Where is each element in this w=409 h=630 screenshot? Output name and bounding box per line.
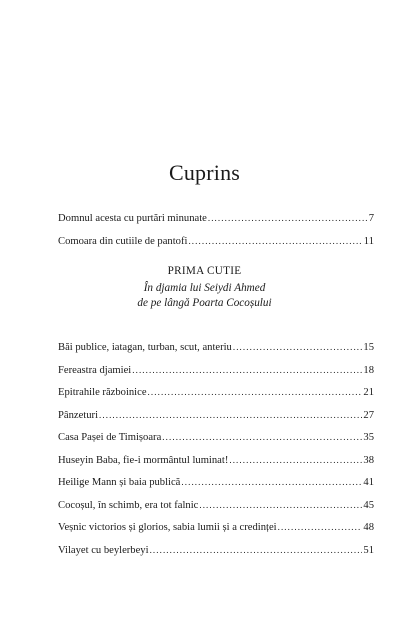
toc-entry-title: Huseyin Baba, fie-i mormântul luminat!: [58, 454, 229, 466]
dot-leader: [233, 342, 363, 352]
toc-entry[interactable]: [58, 432, 374, 455]
toc-entry[interactable]: [58, 365, 374, 388]
toc-entry[interactable]: [58, 387, 374, 410]
dot-leader: [229, 455, 362, 465]
section-subtitle-line-2: de pe lângă Poarta Cocoșului: [137, 296, 272, 309]
toc-page-number: 35: [363, 432, 374, 443]
toc-entry-title: Fereastra djamiei: [58, 364, 132, 376]
toc-entry-title: Vilayet cu beylerbeyi: [58, 544, 149, 556]
dot-leader: [162, 432, 362, 442]
toc-front-matter: [58, 213, 374, 258]
dot-leader: [188, 236, 362, 246]
dot-leader: [181, 477, 362, 487]
toc-entry-title: Cocoșul, în schimb, era tot falnic: [58, 499, 199, 511]
toc-page-number: 11: [363, 235, 374, 247]
dot-leader: [132, 365, 362, 375]
toc-entry-title: Băi publice, iatagan, turban, scut, anteriu: [58, 342, 232, 353]
toc-page-number: 38: [363, 454, 374, 466]
dot-leader: [99, 410, 362, 420]
dot-leader: [199, 500, 362, 510]
toc-entry-title: Casa Pașei de Timișoara: [58, 432, 162, 443]
toc-entry[interactable]: [58, 342, 374, 365]
toc-page-number: 21: [363, 387, 374, 398]
page-title: Cuprins: [168, 160, 241, 185]
toc-entry[interactable]: [58, 522, 374, 545]
toc-page-number: 48: [363, 522, 374, 533]
toc-page-number: 7: [368, 213, 374, 224]
toc-entry[interactable]: [58, 545, 374, 568]
toc-section-entries: [58, 342, 374, 567]
toc-entry-title: Veșnic victorios și glorios, sabia lumii și a credinței: [58, 522, 277, 533]
toc-entry[interactable]: [58, 213, 374, 236]
dot-leader: [150, 545, 363, 555]
toc-page-number: 45: [363, 499, 374, 511]
section-subtitle-line-1: În djamia lui Seiydi Ahmed: [143, 282, 266, 294]
toc-entry[interactable]: [58, 477, 374, 500]
dot-leader: [208, 213, 368, 223]
toc-page-number: 41: [363, 477, 374, 488]
toc-entry[interactable]: [58, 236, 374, 259]
dot-leader: [148, 387, 363, 397]
toc-page-number: 51: [363, 544, 374, 556]
toc-entry[interactable]: [58, 500, 374, 523]
toc-entry[interactable]: [58, 455, 374, 478]
toc-entry-title: Domnul acesta cu purtări minunate: [58, 213, 207, 224]
toc-page-number: 27: [363, 409, 374, 421]
toc-entry[interactable]: [58, 410, 374, 433]
toc-entry-title: Pânzeturi: [58, 409, 99, 421]
toc-entry-title: Comoara din cutiile de pantofi: [58, 235, 188, 247]
toc-entry-title: Epitrahile războinice: [58, 387, 147, 398]
toc-entry-title: Heilige Mann și baia publică: [58, 477, 181, 488]
toc-page-number: 15: [363, 342, 374, 353]
toc-page-number: 18: [363, 364, 374, 376]
section-header: [0, 265, 409, 310]
section-heading: PRIMA CUTIE: [167, 265, 242, 277]
dot-leader: [278, 522, 363, 532]
